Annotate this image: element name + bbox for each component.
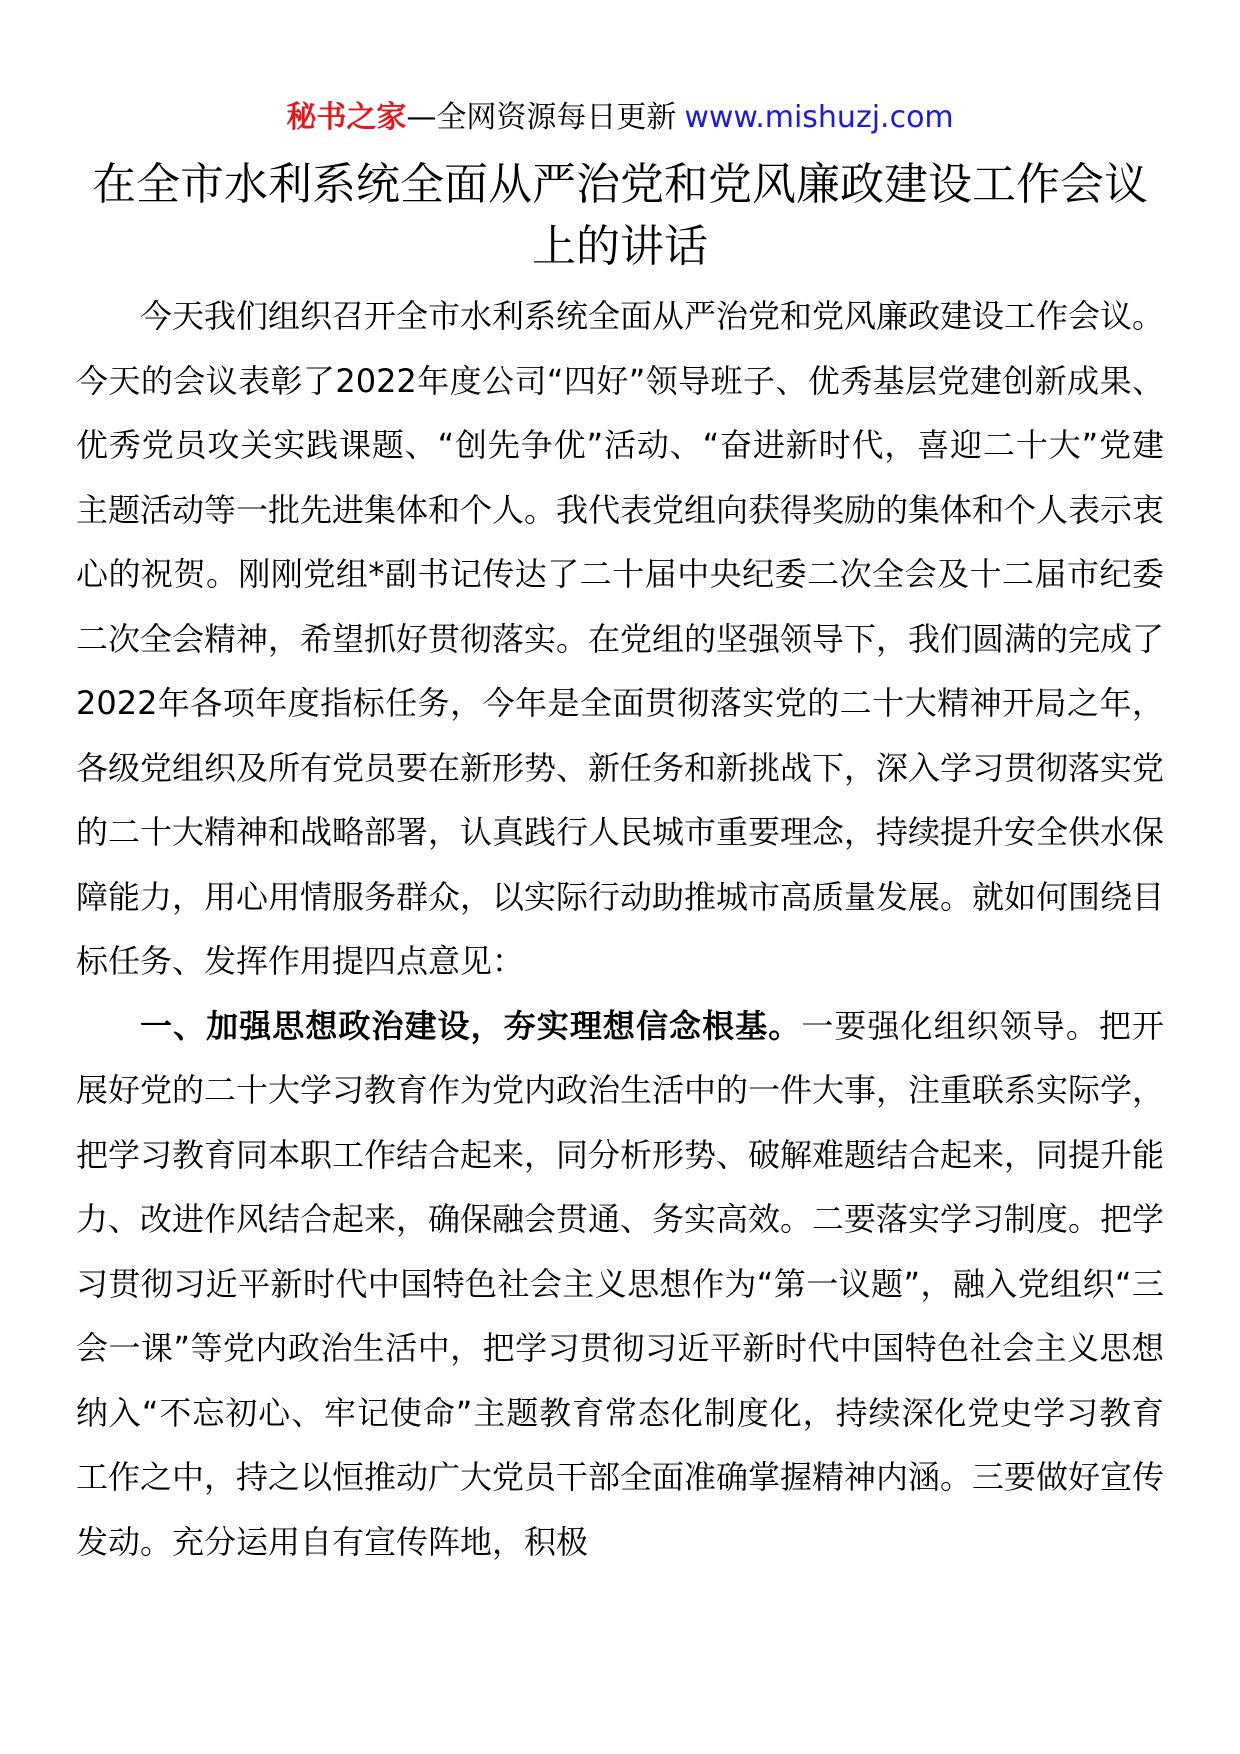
document-title: 在全市水利系统全面从严治党和党风廉政建设工作会议上的讲话 bbox=[92, 159, 1148, 272]
site-header bbox=[76, 96, 1164, 140]
document-body bbox=[76, 284, 1164, 1574]
section-one-paragraph bbox=[76, 994, 1164, 1575]
section-one-heading: 一、加强思想政治建设，夯实理想信念根基。 bbox=[140, 1006, 802, 1045]
intro-paragraph: 今天我们组织召开全市水利系统全面从严治党和党风廉政建设工作会议。今天的会议表彰了2022年度公司“四好”领导班子、优秀基层党建创新成果、优秀党员攻关实践课题、“创先争优”活动、“奋进新时代，喜迎二十大”党建主题活动等一批先进集体和个人。我代表党组向获得奖励的集体和个人表示衷心的祝贺。刚刚党组*副书记传达了二十届中央纪委二次全会及十二届市纪委二次全会精神，希望抓好贯彻落实。在党组的坚强领导下，我们圆满的完成了2022年各项年度指标任务，今年是全面贯彻落实党的二十大精神开局之年，各级党组织及所有党员要在新形势、新任务和新挑战下，深入学习贯彻落实党的二十大精神和战略部署，认真践行人民城市重要理念，持续提升安全供水保障能力，用心用情服务群众，以实际行动助推城市高质量发展。就如何围绕目标任务、发挥作用提四点意见： bbox=[76, 297, 1165, 980]
site-tagline: —全网资源每日更新 bbox=[406, 100, 677, 135]
site-url-link[interactable]: www.mishuzj.com bbox=[684, 100, 954, 135]
site-brand: 秘书之家 bbox=[286, 100, 407, 135]
section-one-text: 一要强化组织领导。把开展好党的二十大学习教育作为党内政治生活中的一件大事，注重联系实际学，把学习教育同本职工作结合起来，同分析形势、破解难题结合起来，同提升能力、改进作风结合起来，确保融会贯通、务实高效。二要落实学习制度。把学习贯彻习近平新时代中国特色社会主义思想作为“第一议题”，融入党组织“三会一课”等党内政治生活中，把学习贯彻习近平新时代中国特色社会主义思想纳入“不忘初心、牢记使命”主题教育常态化制度化，持续深化党史学习教育工作之中，持之以恒推动广大党员干部全面准确掌握精神内涵。三要做好宣传发动。充分运用自有宣传阵地，积极 bbox=[76, 1006, 1165, 1561]
